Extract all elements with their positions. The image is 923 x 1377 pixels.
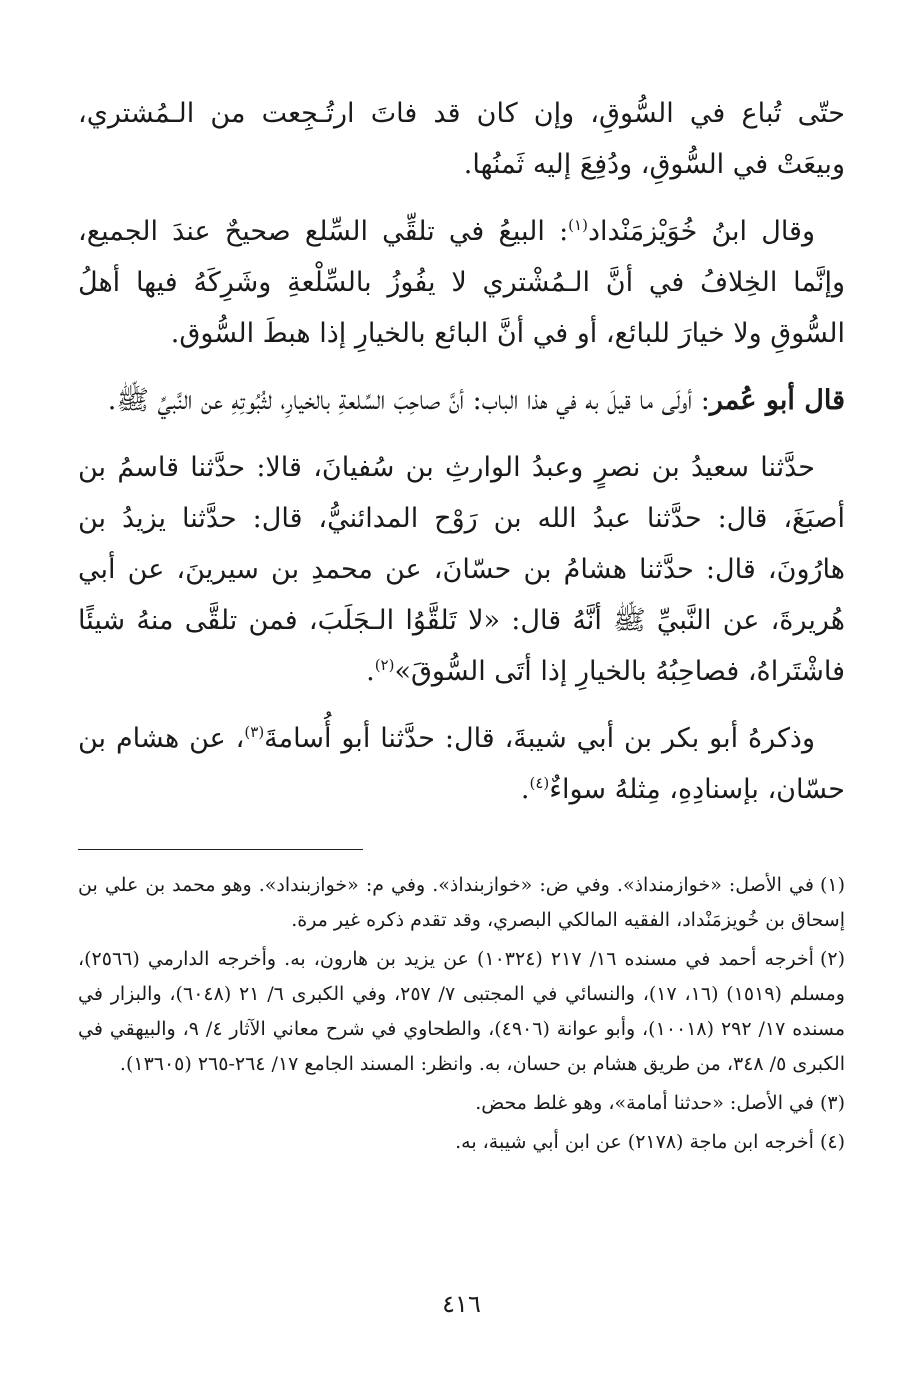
speaker-name: قال أبو عُمر — [709, 385, 845, 416]
footnote-number: (٤) — [819, 1131, 845, 1153]
footnote-ref-3[interactable]: (٣) — [244, 723, 265, 741]
footnote-number: (٢) — [819, 948, 846, 970]
footnote-separator-wrap — [78, 831, 845, 868]
footnote-number: (١) — [819, 874, 845, 896]
paragraph-1: حتّى تُباع في السُّوقِ، وإن كان قد فاتَ ارتُـجِعت من الـمُشتري، وبيعَتْ في السُّوقِ، ودُفِعَ إليه ثَمنُها. — [78, 98, 845, 180]
main-text — [78, 88, 845, 815]
footnote-number: (٣) — [819, 1092, 845, 1114]
paragraph-3: قال أبو عُمر: أولَى ما قيلَ به في هذا الباب: أنَّ صاحِبَ السِّلعةِ بالخيارِ، لثُبُوتِهِ عن النَّبيِّ ﷺ. — [107, 385, 845, 416]
footnote-ref-2[interactable]: (٢) — [374, 656, 395, 674]
paragraph-5: وذكرهُ أبو بكر بن أبي شيبةَ، قال: حدَّثنا أبو أُسامةَ$^{(٣)}$، عن هشام بن حسّان، بإسنادِهِ، مِثلهُ سواءٌ$^{(٤)}$. — [78, 723, 845, 805]
page-number: ٤١٦ — [442, 1290, 481, 1318]
footnote-4: (٤)أخرجه ابن ماجة (٢١٧٨) عن ابن أبي شيبة، به. — [455, 1131, 845, 1153]
footnote-separator — [78, 849, 363, 850]
footnote-ref-1[interactable]: (١) — [568, 216, 588, 234]
footnote-1: (١)في الأصل: «خوازمنداذ». وفي ض: «خوازبنداذ». وفي م: «خوازبنداد». وهو محمد بن علي بن إسحاق بن خُويزمَنْداد، الفقيه المالكي البصري، وقد تقدم ذكره غير مرة. — [78, 874, 845, 931]
footnote-ref-4[interactable]: (٤) — [529, 774, 550, 792]
footnote-3: (٣)في الأصل: «حدثنا أمامة»، وهو غلط محض. — [475, 1092, 845, 1114]
footnotes — [78, 868, 845, 1160]
footnote-2: (٢)أخرجه أحمد في مسنده ١٦/ ٢١٧ (١٠٣٢٤) عن يزيد بن هارون، به. وأخرجه الدارمي (٢٥٦٦)، ومسلم (١٥١٩) (١٦، ١٧)، والنسائي في المجتبى ٧/ ٢٥٧، وفي الكبرى ٦/ ٢١ (٦٠٤٨)، والبزار في مسنده ١٧/ ٢٩٢ (١٠٠١٨)، وأبو عوانة (٤٩٠٦)، والطحاوي في شرح معاني الآثار ٤/ ٩، والبيهقي في الكبرى ٥/ ٣٤٨، من طريق هشام بن حسان، به. وانظر: المسند الجامع ١٧/ ٢٦٤-٢٦٥ (١٣٦٠٥). — [78, 948, 846, 1075]
paragraph-4: حدَّثنا سعيدُ بن نصرٍ وعبدُ الوارثِ بن سُفيانَ، قالا: حدَّثنا قاسمُ بن أصبَغَ، قال: حدَّثنا عبدُ الله بن رَوْح المدائنيُّ، قال: حدَّثنا يزيدُ بن هارُونَ، قال: حدَّثنا هشامُ بن حسّانَ، عن محمدِ بن سيرينَ، عن أبي هُريرةَ، عن النَّبيِّ ﷺ أنَّهُ قال: «لا تَلقَّوُا الـجَلَبَ، فمن تلقَّى منهُ شيئًا فاشْتَراهُ، فصاحِبُهُ بالخيارِ إذا أتَى السُّوقَ»$^{(٢)}$. — [78, 452, 845, 687]
paragraph-2: وقال ابنُ خُوَيْزمَنْداد$^{(١)}$: البيعُ في تلقِّي السِّلع صحيحٌ عندَ الجميع، وإنَّما الخِلافُ في أنَّ الـمُشْتري لا يفُوزُ بالسِّلْعةِ وشَرِكَهُ فيها أهلُ السُّوقِ ولا خيارَ للبائع، أو في أنَّ البائع بالخيارِ إذا هبطَ السُّوق. — [78, 216, 845, 349]
